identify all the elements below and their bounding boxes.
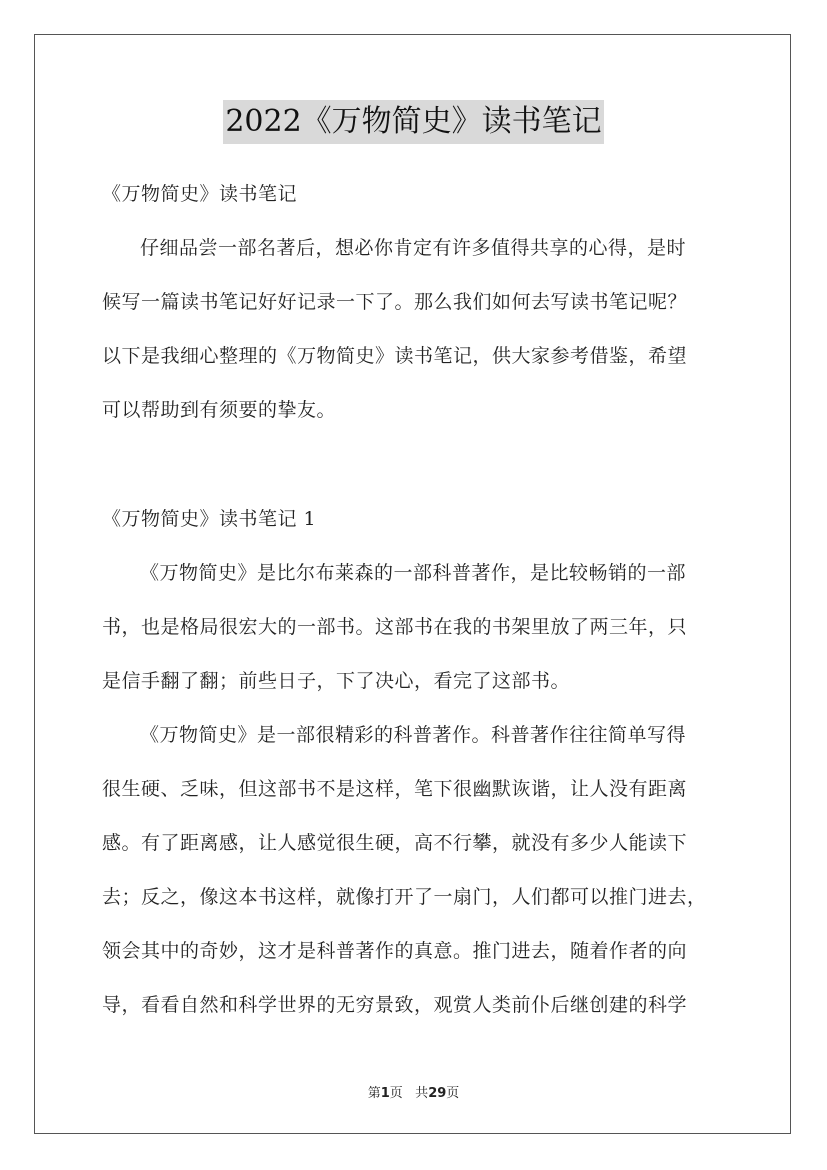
paragraph-line: 去；反之，像这本书这样，就像打开了一扇门，人们都可以推门进去， xyxy=(102,886,707,908)
paragraph-line: 是信手翻了翻；前些日子，下了决心，看完了这部书。 xyxy=(102,670,571,692)
page-suffix: 页 xyxy=(389,1086,403,1101)
intro-line: 候写一篇读书笔记好好记录一下了。那么我们如何去写读书笔记呢？ xyxy=(102,291,688,313)
document-title-wrap xyxy=(0,100,827,144)
paragraph-line: 很生硬、乏味，但这部书不是这样，笔下很幽默诙谐，让人没有距离 xyxy=(102,778,688,800)
paragraph-line: 领会其中的奇妙，这才是科普著作的真意。推门进去，随着作者的向 xyxy=(102,940,688,962)
paragraph-line: 导，看看自然和科学世界的无穷景致，观赏人类前仆后继创建的科学 xyxy=(102,994,688,1016)
total-suffix: 页 xyxy=(446,1086,460,1101)
subtitle: 《万物简史》读书笔记 xyxy=(102,183,298,205)
total-pages: 29 xyxy=(428,1086,447,1101)
section-heading: 《万物简史》读书笔记 1 xyxy=(102,508,317,530)
intro-line: 以下是我细心整理的《万物简史》读书笔记，供大家参考借鉴，希望 xyxy=(102,345,688,367)
paragraph-line: 书，也是格局很宏大的一部书。这部书在我的书架里放了两三年，只 xyxy=(102,616,688,638)
paragraph-line: 《万物简史》是一部很精彩的科普著作。科普著作往往简单写得 xyxy=(140,724,687,746)
paragraph-line: 感。有了距离感，让人感觉很生硬，高不行攀，就没有多少人能读下 xyxy=(102,832,688,854)
paragraph-line: 《万物简史》是比尔布莱森的一部科普著作，是比较畅销的一部 xyxy=(140,562,687,584)
page-prefix: 第 xyxy=(367,1086,381,1101)
document-title: 2022《万物简史》读书笔记 xyxy=(223,100,603,144)
total-prefix: 共 xyxy=(415,1086,429,1101)
page-footer xyxy=(0,1082,827,1101)
intro-line: 仔细品尝一部名著后，想必你肯定有许多值得共享的心得，是时 xyxy=(140,237,687,259)
intro-line: 可以帮助到有须要的挚友。 xyxy=(102,399,337,421)
page-number: 1 xyxy=(380,1086,390,1101)
